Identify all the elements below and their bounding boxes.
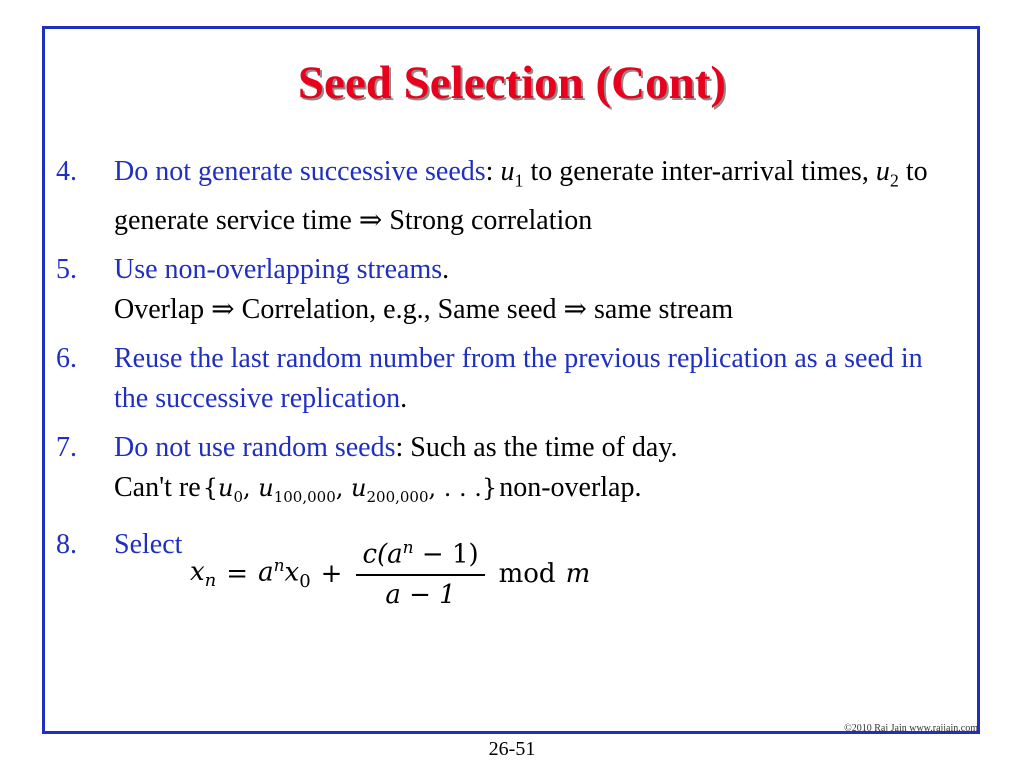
item-colon: :	[485, 156, 501, 187]
formula-a: a	[258, 557, 274, 588]
lcg-formula	[190, 538, 590, 610]
item-text: : Such as the time of day.	[395, 431, 678, 463]
formula-fraction	[356, 538, 484, 610]
seed-set-math: {$u_0$, $u_{100,000}$, $u_{200,000}$, . . .}	[202, 473, 498, 506]
item-text: Overlap ⇒ Correlation, e.g., Same seed ⇒ same stream	[114, 293, 734, 325]
item-text: Can't re	[114, 471, 201, 503]
formula-plus: +	[320, 558, 343, 589]
item-highlight: Do not use random seeds	[114, 431, 396, 463]
item-number: 6.	[56, 342, 77, 374]
fraction-numerator: $c(a^n - 1)$	[356, 538, 484, 576]
var-u1-sub: 1	[514, 170, 524, 191]
item-highlight: Use non-overlapping streams	[114, 253, 443, 285]
item-highlight: Reuse the last random number from the previous replication as a seed in the successive replication	[114, 342, 923, 414]
formula-m: m	[565, 558, 591, 589]
list-item-7	[56, 428, 956, 517]
formula-a-exp: n	[273, 555, 285, 576]
bullet-list	[56, 152, 956, 574]
item-text: to generate service time ⇒ Strong correlation	[114, 156, 928, 236]
formula-mod: mod	[498, 558, 556, 589]
slide-title: Seed Selection (Cont)	[297, 57, 727, 109]
formula-x0-sub: 0	[299, 570, 311, 592]
item-number: 5.	[56, 253, 77, 285]
var-u1: u	[500, 156, 515, 187]
copyright-notice: ©2010 Raj Jain www.rajjain.com	[844, 723, 978, 734]
list-item-5	[56, 250, 956, 330]
var-u2: u	[875, 156, 890, 187]
item-highlight: Do not generate successive seeds	[114, 156, 486, 187]
fraction-denominator: a − 1	[385, 579, 456, 610]
formula-lhs: x	[190, 556, 205, 587]
item-period: .	[400, 382, 408, 414]
formula-lhs-sub: n	[204, 569, 217, 591]
item-text: non-overlap.	[499, 471, 642, 503]
formula-equals: =	[226, 558, 249, 589]
list-item-4	[56, 152, 956, 241]
page-number: 26-51	[488, 738, 536, 760]
item-number: 4.	[56, 156, 77, 187]
item-text: to generate inter-arrival times,	[523, 156, 876, 187]
list-item-6	[56, 339, 956, 419]
item-period: .	[442, 253, 450, 285]
item-highlight: Select	[114, 529, 183, 561]
item-number: 8.	[56, 529, 77, 561]
formula-x0: x	[284, 557, 300, 588]
var-u2-sub: 2	[889, 170, 899, 191]
item-number: 7.	[56, 431, 77, 463]
